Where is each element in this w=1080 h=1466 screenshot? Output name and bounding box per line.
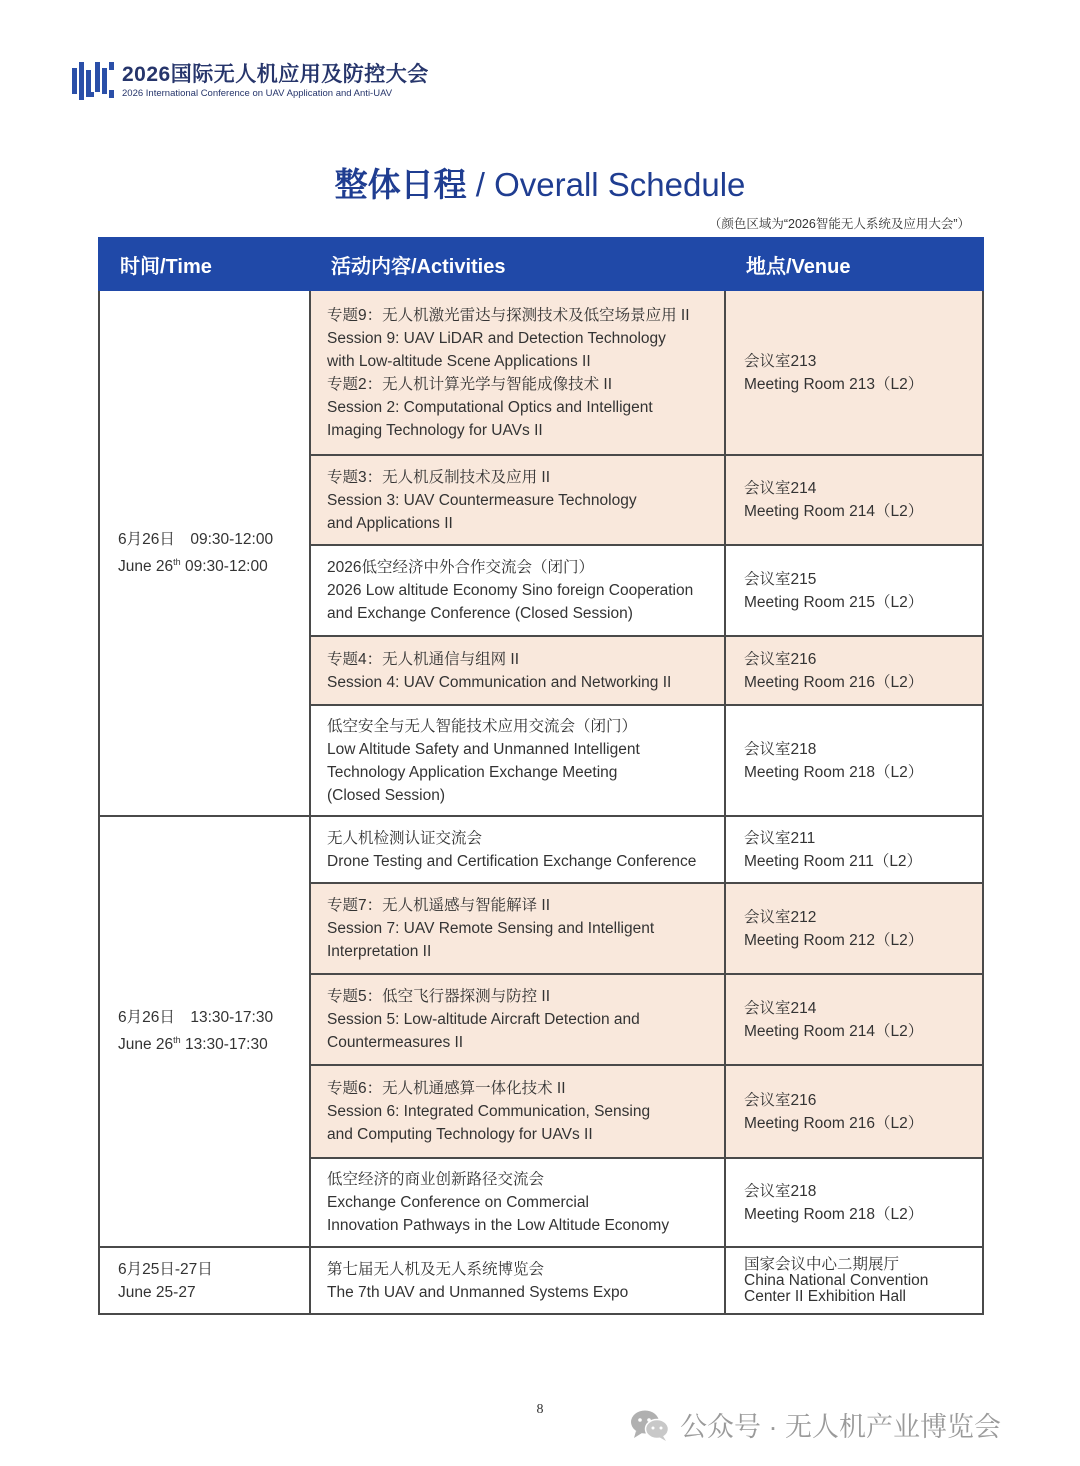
watermark-text: 公众号 · 无人机产业博览会 bbox=[680, 1412, 1001, 1442]
header-time: 时间/Time bbox=[99, 238, 310, 290]
color-note: （颜色区域为“2026智能无人系统及应用大会”） bbox=[708, 217, 970, 231]
activity-cell: 低空经济的商业创新路径交流会 Exchange Conference on Commercial Innovation Pathways in the Low Altitude Economy bbox=[310, 1158, 725, 1247]
activity-cell: 2026低空经济中外合作交流会（闭门） 2026 Low altitude Economy Sino foreign Cooperation and Exchange Conference (Closed Session) bbox=[310, 545, 725, 636]
page-title-separator: / bbox=[466, 166, 495, 203]
venue-cell: 会议室216 Meeting Room 216（L2） bbox=[725, 1065, 983, 1158]
activity-cell: 低空安全与无人智能技术应用交流会（闭门） Low Altitude Safety and Unmanned Intelligent Technology Application Exchange Meeting (Closed Session) bbox=[310, 705, 725, 816]
wechat-icon bbox=[630, 1408, 670, 1442]
table-row bbox=[99, 290, 983, 455]
venue-cell: 会议室218 Meeting Room 218（L2） bbox=[725, 1158, 983, 1247]
activity-cell: 专题3：无人机反制技术及应用 II Session 3: UAV Countermeasure Technology and Applications II bbox=[310, 455, 725, 545]
activity-cell: 专题6：无人机通感算一体化技术 II Session 6: Integrated Communication, Sensing and Computing Technology for UAVs II bbox=[310, 1065, 725, 1158]
venue-cell: 会议室212 Meeting Room 212（L2） bbox=[725, 883, 983, 974]
conference-header bbox=[70, 58, 429, 104]
table-header-row bbox=[99, 238, 983, 290]
conference-logo-icon bbox=[70, 58, 116, 104]
venue-cell: 会议室214 Meeting Room 214（L2） bbox=[725, 974, 983, 1065]
wechat-watermark bbox=[630, 1405, 1001, 1444]
venue-cell: 会议室211 Meeting Room 211（L2） bbox=[725, 816, 983, 883]
venue-cell: 会议室215 Meeting Room 215（L2） bbox=[725, 545, 983, 636]
activity-cell: 专题9：无人机激光雷达与探测技术及低空场景应用 II Session 9: UAV LiDAR and Detection Technology with Low-altitude Scene Applications II 专题2：无人机计算光学与智能成像技术 II Session 2: Computational Optics and Intelligent Imaging Technology for UAVs II bbox=[310, 290, 725, 455]
page-number: 8 bbox=[536, 1402, 544, 1417]
table-row bbox=[99, 816, 983, 883]
activity-cell: 专题4：无人机通信与组网 II Session 4: UAV Communication and Networking II bbox=[310, 636, 725, 705]
schedule-table bbox=[98, 237, 984, 1315]
venue-cell: 会议室216 Meeting Room 216（L2） bbox=[725, 636, 983, 705]
page-title-cn: 整体日程 bbox=[334, 166, 467, 203]
header-activities: 活动内容/Activities bbox=[310, 238, 725, 290]
table-row bbox=[99, 1247, 983, 1314]
header-venue: 地点/Venue bbox=[725, 238, 983, 290]
venue-cell: 会议室213 Meeting Room 213（L2） bbox=[725, 290, 983, 455]
venue-cell: 会议室214 Meeting Room 214（L2） bbox=[725, 455, 983, 545]
conference-title-cn: 2026国际无人机应用及防控大会 bbox=[122, 62, 429, 86]
venue-cell: 国家会议中心二期展厅 China National Convention Center II Exhibition Hall bbox=[725, 1247, 983, 1314]
time-cell-afternoon: 6月26日 13:30-17:30 June 26th 13:30-17:30 bbox=[99, 816, 310, 1247]
activity-cell: 第七届无人机及无人系统博览会 The 7th UAV and Unmanned Systems Expo bbox=[310, 1247, 725, 1314]
activity-cell: 无人机检测认证交流会 Drone Testing and Certification Exchange Conference bbox=[310, 816, 725, 883]
conference-title-en: 2026 International Conference on UAV Application and Anti-UAV bbox=[122, 87, 393, 99]
activity-cell: 专题7：无人机遥感与智能解译 II Session 7: UAV Remote Sensing and Intelligent Interpretation II bbox=[310, 883, 725, 974]
time-cell-expo: 6月25日-27日 June 25-27 bbox=[99, 1247, 310, 1314]
venue-cell: 会议室218 Meeting Room 218（L2） bbox=[725, 705, 983, 816]
time-cell-morning: 6月26日 09:30-12:00 June 26th 09:30-12:00 bbox=[99, 290, 310, 816]
activity-cell: 专题5：低空飞行器探测与防控 II Session 5: Low-altitude Aircraft Detection and Countermeasures II bbox=[310, 974, 725, 1065]
page-title-en: Overall Schedule bbox=[494, 166, 746, 203]
page-title bbox=[0, 163, 1080, 207]
